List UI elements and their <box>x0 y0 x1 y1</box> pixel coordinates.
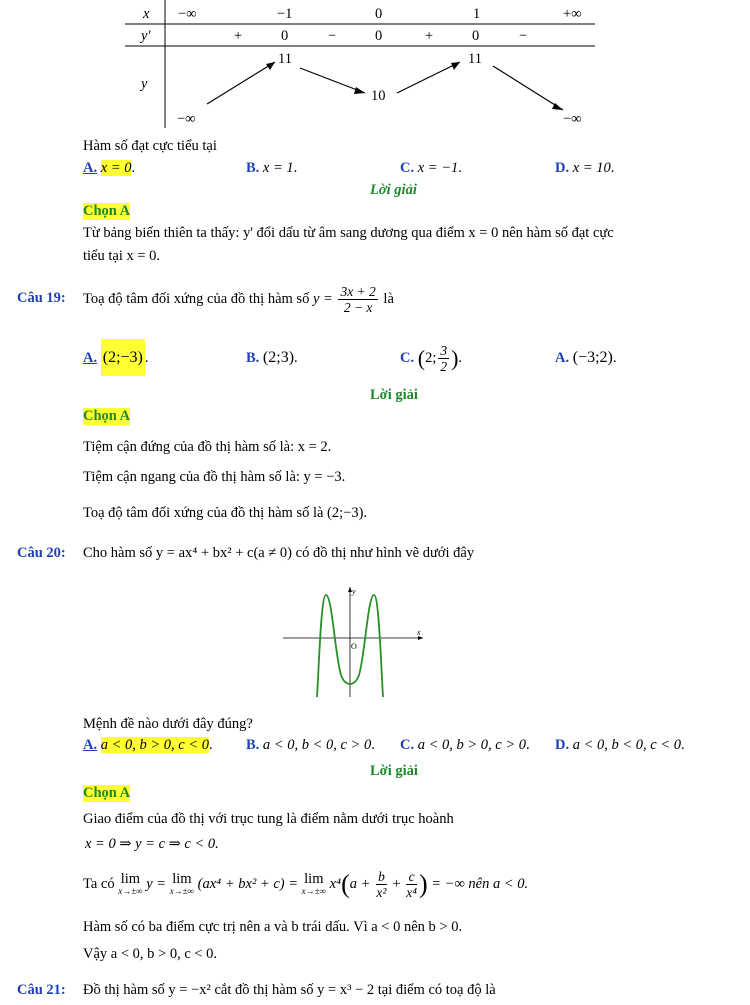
q20-lim-2-sub: x→±∞ <box>169 885 195 896</box>
table-y-max-2: 11 <box>468 51 482 67</box>
q20-stem: Cho hàm số y = ax⁴ + bx² + c(a ≠ 0) có đồ thị như hình vẽ dưới đây <box>83 545 475 561</box>
table-sign-5: 0 <box>472 28 480 44</box>
q19-option-c[interactable]: C. (2; $\frac{3}{2}$ ). <box>400 343 463 375</box>
table-sign-0: + <box>234 28 243 44</box>
q20-frac-c-den: x⁴ <box>406 885 417 901</box>
q18-option-a[interactable]: A. x = 0. <box>83 160 136 176</box>
q20-lim-2-word: lim <box>172 870 192 887</box>
table-x-4: +∞ <box>563 6 582 22</box>
q19-option-a-text: (2;−3) <box>101 339 145 376</box>
q18-option-d-text: x = 10 <box>572 160 611 176</box>
table-sign-2: − <box>328 28 337 44</box>
q20-line3-c: x⁴ <box>329 876 342 892</box>
q20-frac-b-den: x² <box>376 885 387 901</box>
q20-frac-b <box>376 869 387 900</box>
q20-option-b-text: a < 0, b < 0, c > 0 <box>262 737 372 753</box>
q18-option-c[interactable]: C. x = −1. <box>400 160 462 176</box>
q18-stem: Hàm số đạt cực tiểu tại <box>83 138 217 154</box>
table-sign-3: 0 <box>375 28 383 44</box>
q20-line3-d: a + <box>349 876 371 892</box>
q20-lim-3-word: lim <box>304 870 324 887</box>
q21-label: Câu 21: <box>17 982 66 998</box>
q19-stem-end: là <box>383 291 394 307</box>
q19-solution-label: Lời giải <box>370 387 418 403</box>
table-sign-4: + <box>425 28 434 44</box>
q19-func-den: 2 − x <box>343 300 373 316</box>
arrow-down-1 <box>300 68 365 93</box>
arrow-down-2 <box>493 66 563 110</box>
q20-option-d-text: a < 0, b < 0, c < 0 <box>572 737 682 753</box>
q20-lim-2 <box>169 870 195 897</box>
q18-option-c-text: x = −1 <box>417 160 459 176</box>
q18-option-c-letter: C. <box>400 160 415 176</box>
q18-option-a-text: x = 0 <box>100 160 132 176</box>
q20-option-c-letter: C. <box>400 737 415 753</box>
q20-line-1: Giao điểm của đồ thị với trục tung là điểm nằm dưới trục hoành <box>83 811 454 827</box>
table-x-3: 1 <box>473 6 481 22</box>
q20-frac-c <box>406 869 417 900</box>
table-x-2: 0 <box>375 6 383 22</box>
q19-label: Câu 19: <box>17 290 66 306</box>
q19-option-b-text: (2;3) <box>262 349 295 366</box>
q20-answer: Chọn A <box>83 785 131 801</box>
q19-option-c-letter: C. <box>400 350 415 366</box>
q20-option-c-text: a < 0, b > 0, c > 0 <box>417 737 527 753</box>
table-x-label: x <box>143 6 150 22</box>
arrow-up-1 <box>207 62 275 104</box>
graph-x-label: x <box>417 628 421 637</box>
q20-option-d-letter: D. <box>555 737 570 753</box>
q20-line-2: x = 0 ⇒ y = c ⇒ c < 0. <box>85 836 219 852</box>
q20-lim-3 <box>301 870 326 897</box>
q20-lim-1-sub: x→±∞ <box>118 885 143 896</box>
q20-line3-end: = −∞ nên a < 0. <box>431 876 529 892</box>
table-y-label: y <box>141 76 148 92</box>
q19-option-d-letter: A. <box>555 350 570 366</box>
q20-line3-b: (ax⁴ + bx² + c) = <box>197 876 299 892</box>
q19-option-b[interactable]: B. (2;3). <box>246 349 298 366</box>
q20-lim-1-word: lim <box>120 870 141 887</box>
q20-line3-a: y = <box>146 876 167 892</box>
graph-origin-label: O <box>351 642 357 651</box>
q20-lim-1 <box>118 870 143 897</box>
q20-frac-b-num: b <box>378 869 385 885</box>
q18-option-b-letter: B. <box>246 160 260 176</box>
q18-option-d[interactable]: D. x = 10. <box>555 160 615 176</box>
q20-line3-plus: + <box>392 876 401 892</box>
arrow-up-2 <box>397 62 460 93</box>
q19-option-d[interactable]: A. (−3;2). <box>555 349 617 366</box>
q19-option-c-pre: 2; <box>425 350 437 366</box>
q19-line-3: Toạ độ tâm đối xứng của đồ thị hàm số là (2;−3). <box>83 505 368 521</box>
quartic-graph <box>283 585 427 699</box>
q18-answer: Chọn A <box>83 203 131 219</box>
q18-explain-2: tiểu tại x = 0. <box>83 248 161 264</box>
q20-lim-3-sub: x→±∞ <box>301 885 326 896</box>
graph-y-label: y <box>352 587 356 596</box>
table-x-0: −∞ <box>178 6 197 22</box>
q19-option-a-letter: A. <box>83 350 98 366</box>
table-sign-6: − <box>519 28 528 44</box>
q19-func-num: 3x + 2 <box>340 284 376 300</box>
q18-option-b[interactable]: B. x = 1. <box>246 160 298 176</box>
q20-question: Mệnh đề nào dưới đây đúng? <box>83 716 253 732</box>
q21-stem: Đồ thị hàm số y = −x² cắt đồ thị hàm số y = x³ − 2 tại điểm có toạ độ là <box>83 982 496 998</box>
q20-option-a[interactable]: A. a < 0, b > 0, c < 0. <box>83 737 213 753</box>
q19-stem-line <box>83 280 394 318</box>
q20-option-d[interactable]: D. a < 0, b < 0, c < 0. <box>555 737 685 753</box>
q19-answer: Chọn A <box>83 408 131 424</box>
table-y-max-1: 11 <box>278 51 292 67</box>
table-y-left-end: −∞ <box>177 111 196 127</box>
table-yprime-label: y' <box>141 28 151 44</box>
q19-option-d-text: (−3;2) <box>572 349 613 366</box>
q20-line3-pre: Ta có <box>83 876 115 892</box>
q19-option-c-den: 2 <box>440 359 448 375</box>
q20-solution-label: Lời giải <box>370 763 418 779</box>
q19-option-c-fraction <box>438 343 449 374</box>
q19-option-a[interactable]: A. (2;−3) . <box>83 336 148 380</box>
q20-line-3: Ta có lim x→±∞ y = lim x→±∞ (ax⁴ + bx² + c) = lim x→±∞ x⁴(a + $\frac{b}{\text{x²}}$ + $\frac{c}{\text{x⁴}}$ ) = −∞ nên a < 0. <box>83 869 529 901</box>
q19-line-1: Tiệm cận đứng của đồ thị hàm số là: x = 2. <box>83 439 332 455</box>
q20-line-4: Hàm số có ba điểm cực trị nên a và b trái dấu. Vì a < 0 nên b > 0. <box>83 919 463 935</box>
q18-option-a-letter: A. <box>83 160 98 176</box>
q19-line-2: Tiệm cận ngang của đồ thị hàm số là: y = −3. <box>83 469 346 485</box>
q19-func-lhs: y = <box>312 291 333 307</box>
table-sign-1: 0 <box>281 28 289 44</box>
q19-stem: Toạ độ tâm đối xứng của đồ thị hàm số <box>83 291 310 307</box>
q18-option-d-letter: D. <box>555 160 570 176</box>
q20-frac-c-num: c <box>406 869 417 885</box>
q20-option-c[interactable]: C. a < 0, b > 0, c > 0. <box>400 737 530 753</box>
q18-solution-label: Lời giải <box>370 182 417 198</box>
q20-option-b[interactable]: B. a < 0, b < 0, c > 0. <box>246 737 375 753</box>
q20-option-a-text: a < 0, b > 0, c < 0 <box>100 737 210 753</box>
q19-func-fraction <box>338 284 377 315</box>
table-y-right-end: −∞ <box>563 111 582 127</box>
q20-line-5: Vậy a < 0, b > 0, c < 0. <box>83 946 218 962</box>
q19-option-c-num: 3 <box>440 343 448 359</box>
q18-explain-1: Từ bảng biến thiên ta thấy: y' đổi dấu từ âm sang dương qua điểm x = 0 nên hàm số đạt cực <box>83 225 614 241</box>
q20-option-a-letter: A. <box>83 737 98 753</box>
table-x-1: −1 <box>277 6 293 22</box>
table-y-min: 10 <box>371 88 386 104</box>
q20-label: Câu 20: <box>17 545 66 561</box>
q18-option-b-text: x = 1 <box>262 160 294 176</box>
q19-option-b-letter: B. <box>246 350 260 366</box>
q20-option-b-letter: B. <box>246 737 260 753</box>
